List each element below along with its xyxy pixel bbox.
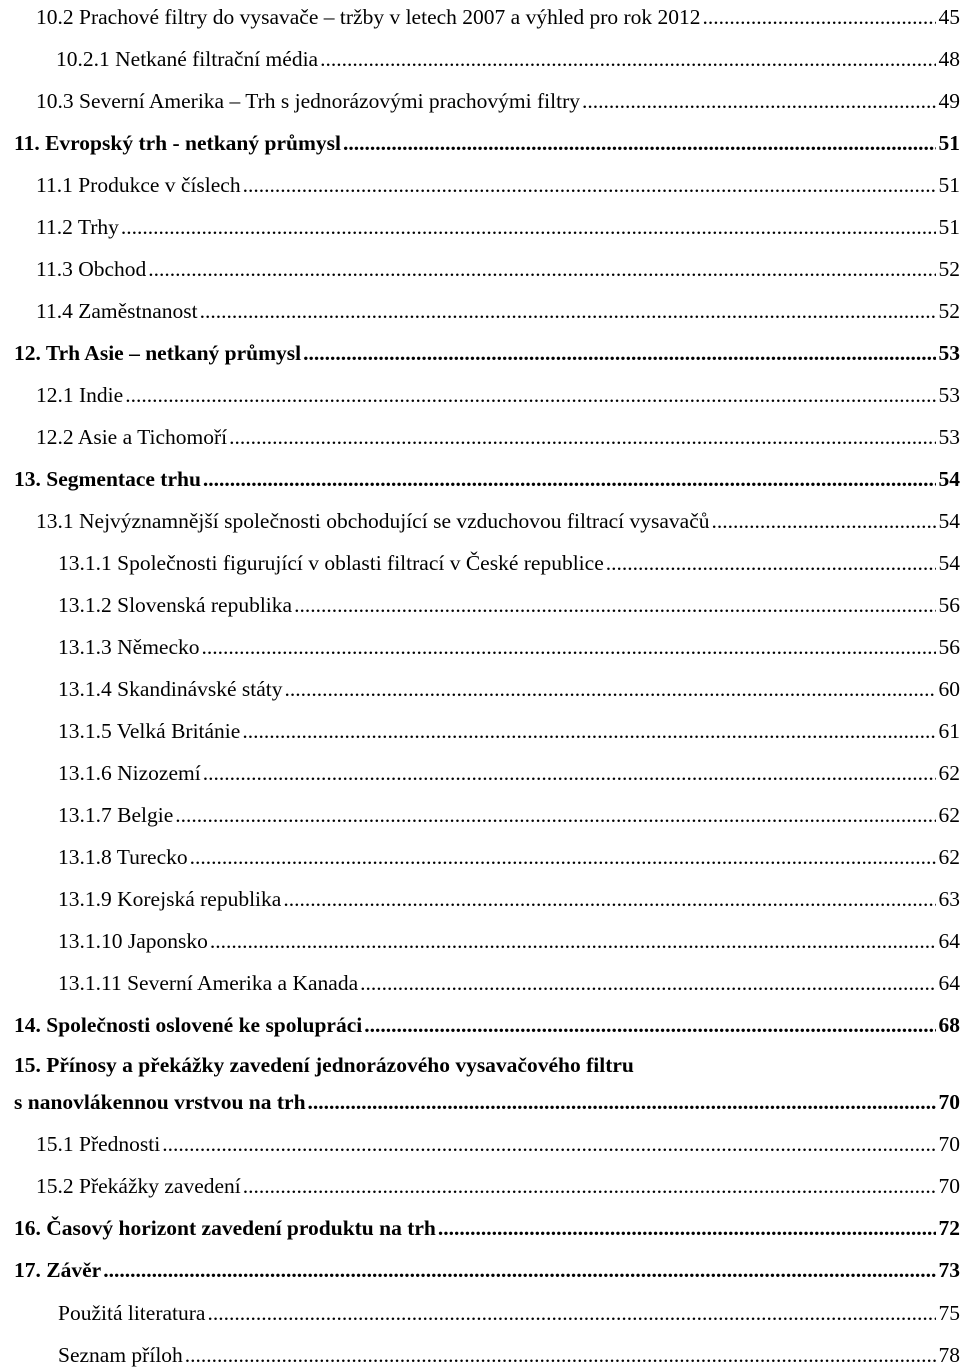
toc-entry-title: 13.1.4 Skandinávské státy bbox=[58, 676, 283, 701]
toc-dot-leader bbox=[294, 595, 935, 617]
toc-dot-leader bbox=[121, 217, 936, 239]
toc-page-number: 62 bbox=[938, 760, 960, 785]
toc-entry[interactable] bbox=[58, 1338, 960, 1366]
toc-dot-leader bbox=[203, 469, 936, 491]
toc-dot-leader bbox=[162, 1134, 935, 1156]
toc-entry-title: 11.3 Obchod bbox=[36, 256, 147, 281]
toc-dot-leader bbox=[207, 1303, 935, 1325]
toc-entry-title: 13.1.9 Korejská republika bbox=[58, 886, 282, 911]
toc-entry[interactable] bbox=[36, 504, 960, 532]
toc-page-number: 70 bbox=[938, 1131, 960, 1156]
toc-page-number: 62 bbox=[938, 844, 960, 869]
toc-dot-leader bbox=[364, 1015, 935, 1037]
toc-entry-title: 13. Segmentace trhu bbox=[14, 466, 201, 491]
toc-dot-leader bbox=[185, 1345, 936, 1367]
toc-page-number: 56 bbox=[938, 634, 960, 659]
toc-page-number: 63 bbox=[938, 886, 960, 911]
toc-dot-leader bbox=[283, 889, 935, 911]
toc-entry[interactable] bbox=[58, 924, 960, 952]
toc-entry[interactable] bbox=[58, 546, 960, 574]
toc-entry[interactable] bbox=[36, 210, 960, 238]
toc-entry-title: 15.2 Překážky zavedení bbox=[36, 1173, 241, 1198]
toc-entry[interactable] bbox=[36, 84, 960, 112]
toc-dot-leader bbox=[103, 1260, 935, 1282]
toc-dot-leader bbox=[175, 805, 935, 827]
toc-entry-title: 13.1.1 Společnosti figurující v oblasti filtrací v České republice bbox=[58, 550, 604, 575]
toc-entry[interactable] bbox=[36, 1127, 960, 1155]
toc-entry-title: 14. Společnosti oslovené ke spolupráci bbox=[14, 1012, 363, 1037]
toc-entry[interactable] bbox=[14, 1085, 960, 1113]
toc-entry[interactable] bbox=[36, 252, 960, 280]
toc-entry-title-line-1: 15. Přínosy a překážky zavedení jednorázového vysavačového filtru bbox=[14, 1053, 634, 1077]
toc-dot-leader bbox=[438, 1218, 936, 1240]
toc-page-number: 51 bbox=[938, 214, 960, 239]
toc-entry[interactable] bbox=[36, 420, 960, 448]
toc-dot-leader bbox=[703, 7, 936, 29]
toc-dot-leader bbox=[360, 973, 935, 995]
toc-dot-leader bbox=[203, 763, 936, 785]
toc-page-number: 78 bbox=[938, 1342, 960, 1367]
toc-entry-title: 13.1.5 Velká Británie bbox=[58, 718, 241, 743]
toc-page-number: 45 bbox=[938, 4, 960, 29]
toc-page-number: 53 bbox=[938, 382, 960, 407]
toc-page-number: 73 bbox=[938, 1257, 960, 1282]
toc-entry[interactable] bbox=[36, 378, 960, 406]
toc-entry[interactable] bbox=[14, 1253, 960, 1281]
toc-dot-leader bbox=[320, 49, 935, 71]
toc-entry-title: 16. Časový horizont zavedení produktu na trh bbox=[14, 1215, 436, 1240]
toc-dot-leader bbox=[148, 259, 935, 281]
toc-entry[interactable] bbox=[14, 1211, 960, 1239]
toc-dot-leader bbox=[243, 1176, 936, 1198]
toc-page-number: 70 bbox=[938, 1089, 960, 1114]
toc-dot-leader bbox=[125, 385, 935, 407]
toc-page-number: 56 bbox=[938, 592, 960, 617]
toc-entry-title: 10.3 Severní Amerika – Trh s jednorázovými prachovými filtry bbox=[36, 88, 580, 113]
toc-entry[interactable] bbox=[58, 588, 960, 616]
toc-entry[interactable] bbox=[58, 798, 960, 826]
toc-page-number: 61 bbox=[938, 718, 960, 743]
toc-dot-leader bbox=[712, 511, 936, 533]
toc-page-number: 64 bbox=[938, 970, 960, 995]
toc-page-number: 48 bbox=[938, 46, 960, 71]
toc-page-number: 49 bbox=[938, 88, 960, 113]
toc-page-number: 51 bbox=[938, 172, 960, 197]
toc-entry-title: 10.2.1 Netkané filtrační média bbox=[56, 46, 319, 71]
toc-page-number: 53 bbox=[938, 424, 960, 449]
toc-entry-title: 12.2 Asie a Tichomoří bbox=[36, 424, 228, 449]
toc-dot-leader bbox=[200, 301, 936, 323]
toc-entry[interactable] bbox=[14, 1008, 960, 1036]
toc-page-number: 75 bbox=[938, 1300, 960, 1325]
toc-entry[interactable] bbox=[14, 462, 960, 490]
toc-dot-leader bbox=[343, 133, 936, 155]
toc-entry-title: 13.1.2 Slovenská republika bbox=[58, 592, 293, 617]
toc-entry[interactable] bbox=[58, 630, 960, 658]
toc-entry[interactable] bbox=[58, 840, 960, 868]
toc-entry-title: 11.1 Produkce v číslech bbox=[36, 172, 241, 197]
toc-dot-leader bbox=[243, 175, 936, 197]
toc-entry-title: Seznam příloh bbox=[58, 1342, 183, 1367]
toc-entry[interactable] bbox=[36, 168, 960, 196]
toc-page-number: 60 bbox=[938, 676, 960, 701]
toc-page-number: 64 bbox=[938, 928, 960, 953]
toc-entry-title: 13.1.6 Nizozemí bbox=[58, 760, 201, 785]
toc-entry[interactable] bbox=[36, 294, 960, 322]
toc-dot-leader bbox=[190, 847, 936, 869]
toc-entry[interactable] bbox=[58, 714, 960, 742]
toc-entry[interactable] bbox=[36, 0, 960, 28]
toc-page-number: 51 bbox=[938, 130, 960, 155]
toc-entry-title: s nanovlákennou vrstvou na trh bbox=[14, 1089, 306, 1114]
toc-entry-title: 13.1 Nejvýznamnější společnosti obchodující se vzduchovou filtrací vysavačů bbox=[36, 508, 710, 533]
toc-dot-leader bbox=[202, 637, 936, 659]
toc-entry-title: 12. Trh Asie – netkaný průmysl bbox=[14, 340, 302, 365]
toc-dot-leader bbox=[242, 721, 935, 743]
toc-page-number: 68 bbox=[938, 1012, 960, 1037]
toc-entry-title: 10.2 Prachové filtry do vysavače – tržby v letech 2007 a výhled pro rok 2012 bbox=[36, 4, 701, 29]
toc-page-number: 54 bbox=[938, 508, 960, 533]
toc-page-number: 53 bbox=[938, 340, 960, 365]
toc-page-number: 72 bbox=[938, 1215, 960, 1240]
toc-entry-title: 11.4 Zaměstnanost bbox=[36, 298, 198, 323]
toc-entry[interactable] bbox=[14, 336, 960, 364]
toc-entry-title: 13.1.10 Japonsko bbox=[58, 928, 208, 953]
toc-entry[interactable] bbox=[58, 672, 960, 700]
toc-entry-title: 12.1 Indie bbox=[36, 382, 124, 407]
toc-entry-title: 17. Závěr bbox=[14, 1257, 102, 1282]
toc-dot-leader bbox=[303, 343, 935, 365]
toc-entry-title: 13.1.11 Severní Amerika a Kanada bbox=[58, 970, 359, 995]
toc-dot-leader bbox=[582, 91, 936, 113]
toc-entry-title: 11.2 Trhy bbox=[36, 214, 119, 239]
toc-entry[interactable] bbox=[58, 966, 960, 994]
toc-entry-title: 13.1.3 Německo bbox=[58, 634, 200, 659]
toc-dot-leader bbox=[606, 553, 936, 575]
toc-entry[interactable] bbox=[36, 1169, 960, 1197]
toc-entry-title: 15.1 Přednosti bbox=[36, 1131, 161, 1156]
toc-entry-title: 11. Evropský trh - netkaný průmysl bbox=[14, 130, 341, 155]
toc-page-number: 52 bbox=[938, 256, 960, 281]
toc-entry[interactable] bbox=[58, 756, 960, 784]
toc-entry-title: Použitá literatura bbox=[58, 1300, 206, 1325]
toc-entry[interactable] bbox=[58, 1296, 960, 1324]
toc-dot-leader bbox=[308, 1092, 936, 1114]
toc-entry-title: 13.1.8 Turecko bbox=[58, 844, 188, 869]
toc-page-number: 52 bbox=[938, 298, 960, 323]
toc-entry-title: 13.1.7 Belgie bbox=[58, 802, 174, 827]
toc-page-number: 70 bbox=[938, 1173, 960, 1198]
toc-page-number: 54 bbox=[938, 466, 960, 491]
toc-entry[interactable] bbox=[14, 126, 960, 154]
toc-dot-leader bbox=[210, 931, 936, 953]
toc-page-number: 62 bbox=[938, 802, 960, 827]
toc-dot-leader bbox=[285, 679, 936, 701]
toc-entry[interactable] bbox=[56, 42, 960, 70]
toc-page-number: 54 bbox=[938, 550, 960, 575]
toc-dot-leader bbox=[229, 427, 935, 449]
toc-entry[interactable] bbox=[58, 882, 960, 910]
